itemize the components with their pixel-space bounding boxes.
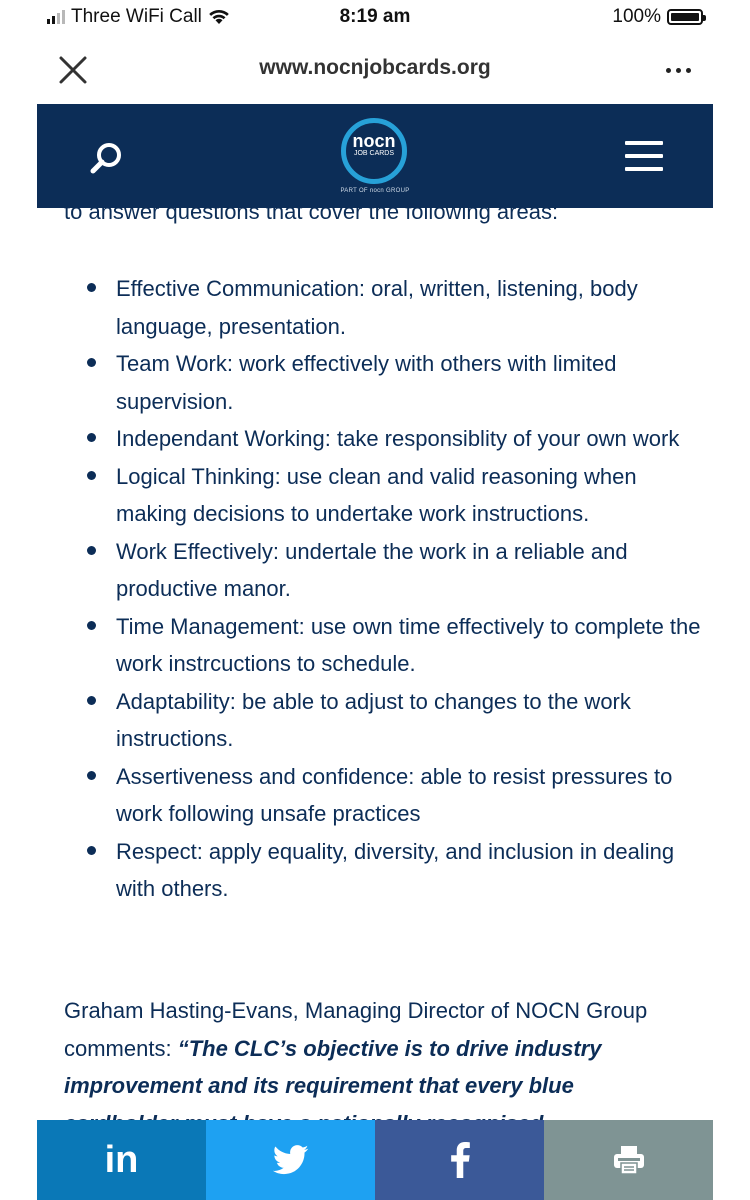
list-item: Time Management: use own time effectively to complete the work instrcuctions to schedule. bbox=[37, 608, 706, 683]
linkedin-icon: in bbox=[104, 1138, 139, 1181]
list-item: Independant Working: take responsiblity of your own work bbox=[37, 420, 706, 458]
url-display[interactable]: www.nocnjobcards.org bbox=[259, 56, 491, 79]
hamburger-menu-icon[interactable] bbox=[625, 141, 663, 173]
logo-sub-text: JOB CARDS bbox=[353, 150, 395, 157]
print-button[interactable] bbox=[544, 1120, 713, 1200]
article-content bbox=[37, 199, 713, 1120]
carrier-label: Three WiFi Call bbox=[71, 6, 202, 27]
battery-info bbox=[612, 6, 703, 28]
share-bar bbox=[37, 1120, 713, 1200]
battery-icon bbox=[667, 9, 703, 25]
logo-group-text: PART OF nocn GROUP bbox=[340, 188, 410, 194]
search-icon[interactable] bbox=[89, 140, 125, 176]
linkedin-share-button[interactable] bbox=[37, 1120, 206, 1200]
print-icon bbox=[612, 1144, 646, 1176]
quote-text: “The CLC’s objective is to drive industry improvement and its requirement that every blue bbox=[64, 1035, 602, 1098]
site-header bbox=[37, 104, 713, 208]
facebook-share-button[interactable] bbox=[375, 1120, 544, 1200]
list-item: Work Effectively: undertale the work in a reliable and productive manor. bbox=[37, 533, 706, 608]
list-item: Effective Communication: oral, written, listening, body language, presentation. bbox=[37, 270, 706, 345]
logo-main-text: nocn bbox=[352, 131, 396, 151]
site-logo[interactable] bbox=[341, 118, 407, 184]
facebook-icon bbox=[449, 1142, 471, 1178]
partial-text-line: to answer questions that cover the following areas: bbox=[64, 199, 559, 224]
browser-bar bbox=[37, 36, 713, 104]
status-bar bbox=[37, 0, 713, 36]
list-item: Respect: apply equality, diversity, and inclusion in dealing with others. bbox=[37, 833, 706, 908]
clock: 8:19 am bbox=[339, 6, 411, 27]
list-item: Logical Thinking: use clean and valid reasoning when making decisions to undertake work instructions. bbox=[37, 458, 706, 533]
more-options-icon[interactable] bbox=[666, 68, 691, 73]
phone-screen bbox=[37, 0, 713, 1200]
skills-list bbox=[37, 270, 706, 908]
list-item: Team Work: work effectively with others with limited supervision. bbox=[37, 345, 706, 420]
battery-percent: 100% bbox=[612, 6, 661, 27]
twitter-icon bbox=[273, 1145, 309, 1175]
list-item: Assertiveness and confidence: able to resist pressures to work following unsafe practices bbox=[37, 758, 706, 833]
twitter-share-button[interactable] bbox=[206, 1120, 375, 1200]
quote-intro: Graham Hasting-Evans, Managing Director of NOCN Group comments: bbox=[64, 998, 648, 1061]
list-item: Adaptability: be able to adjust to changes to the work instructions. bbox=[37, 683, 706, 758]
